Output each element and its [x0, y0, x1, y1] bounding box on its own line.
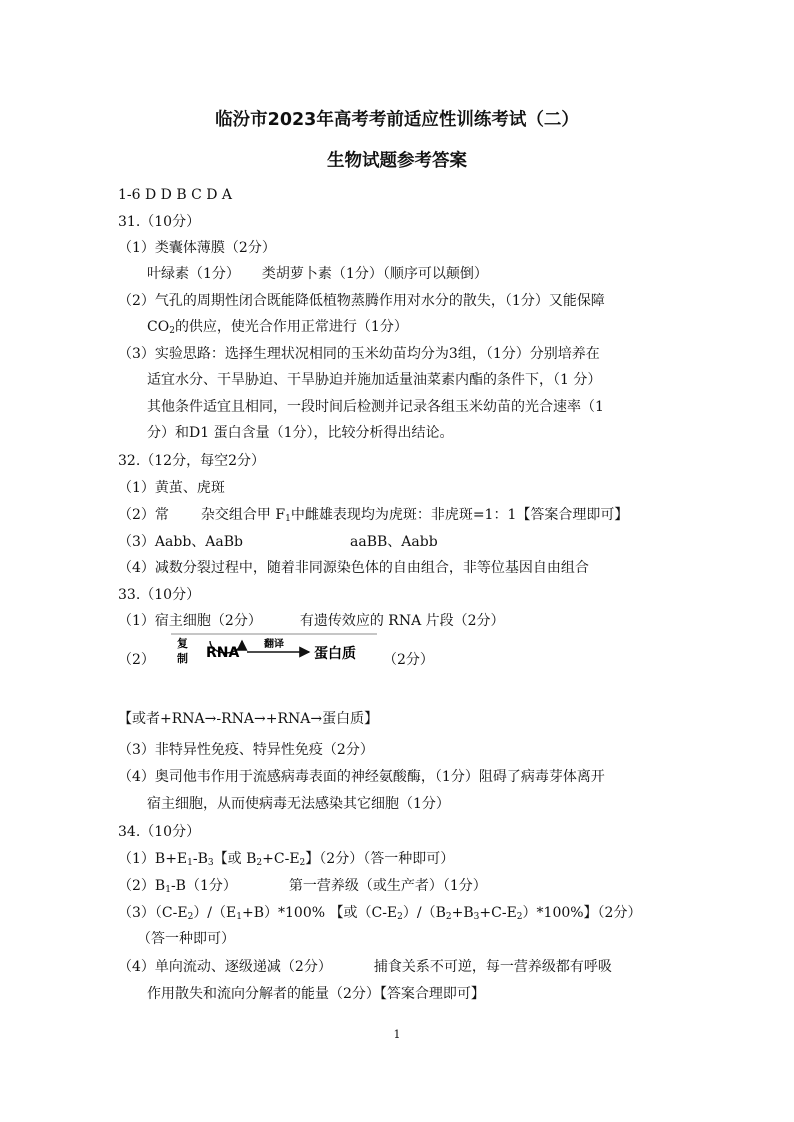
rna-label: RNA: [206, 645, 240, 661]
page-number: 1: [393, 1028, 401, 1041]
q34-p3-sub2: 1: [236, 912, 242, 922]
q33-part1-answer2: 有遗传效应的 RNA 片段（2分）: [299, 613, 505, 629]
q32-part2-answer: （2）常: [118, 507, 169, 523]
q33-part2-label: （2）: [118, 652, 155, 668]
q31-part1-chlorophyll: 叶绿素（1分）: [147, 266, 240, 282]
protein-label: 蛋白质: [314, 646, 356, 662]
q31-part3-line4: 分）和D1 蛋白含量（1分），比较分析得出结论。: [147, 425, 454, 441]
q31-part1: （1）类囊体薄膜（2分）: [118, 240, 276, 256]
q31-part2: （2）气孔的周期性闭合既能降低植物蒸腾作用对水分的散失，（1分）又能保障: [118, 293, 605, 309]
q34-p3-sub1: 2: [187, 912, 194, 922]
q34-p3-seg6: +C-E: [479, 905, 517, 921]
q33-part1-answer1: （1）宿主细胞（2分）: [118, 613, 262, 629]
q33-alternate-answer: 【或者+RNA→-RNA→+RNA→蛋白质】: [118, 711, 379, 727]
q31-part1-line2: [147, 264, 488, 284]
q31-part3-line2: 适宜水分、干旱胁迫、干旱胁迫并施加适量油菜素内酯的条件下，（1 分）: [147, 372, 602, 388]
copy-label-top: 复: [177, 637, 188, 650]
q34-p1-seg1: （1）B+E: [118, 851, 188, 867]
q34-p1-sub1: 1: [187, 858, 193, 868]
q33-heading: 33.（10分）: [118, 587, 201, 603]
q34-p3-sub6: 2: [516, 912, 523, 922]
q32-part3-answer2: aaBB、Aabb: [350, 534, 438, 550]
q34-p3-seg1: （3）（C-E: [118, 905, 188, 921]
q33-part2-score: （2分）: [383, 652, 434, 668]
q32-part4: （4）减数分裂过程中，随着非同源染色体的自由组合，非等位基因自由组合: [118, 560, 589, 576]
q34-p4-answer2: 捕食关系不可逆，每一营养级都有呼吸: [373, 959, 612, 975]
copy-label-bottom: 制: [177, 652, 188, 665]
q32-part2-reason: 杂交组合甲 F: [200, 507, 286, 523]
q33-part3: （3）非特异性免疫、特异性免疫（2分）: [118, 742, 374, 758]
q33-part1: [118, 611, 505, 631]
q31-heading: 31.（10分）: [118, 214, 201, 230]
co2-text: CO: [147, 319, 170, 335]
q34-heading: 34.（10分）: [118, 824, 201, 840]
q34-p1-sub3: 2: [256, 858, 263, 868]
q34-part2: [118, 876, 487, 896]
translate-label: 翻译: [264, 639, 284, 650]
page-subtitle: 生物试题参考答案: [327, 151, 467, 171]
q34-p3-sub3: 2: [397, 912, 403, 922]
q34-p1-sub2: 3: [207, 858, 214, 868]
q32-part3: [118, 532, 438, 552]
q34-p2-sub1: 1: [165, 885, 171, 895]
q34-p1-seg5: 】（2分）（答一种即可）: [305, 851, 455, 867]
q32-part2-reason-rest: 中雌雄表现均为虎斑：非虎斑=1：1【答案合理即可】: [290, 507, 629, 523]
q31-part1-carotenoid: 类胡萝卜素（1分）（顺序可以颠倒）: [261, 266, 488, 282]
q32-heading: 32.（12分，每空2分）: [118, 453, 265, 469]
q33-part4-line2: 宿主细胞，从而使病毒无法感染其它细胞（1分）: [147, 796, 450, 812]
q34-p3-seg2: ）/（E: [193, 905, 237, 921]
q34-p2-seg2: -B（1分）: [170, 878, 237, 894]
q34-p1-sub4: 2: [299, 858, 306, 868]
q34-p3-seg3: +B）*100% 【或（C-E: [241, 905, 398, 921]
q33-part4: （4）奥司他韦作用于流感病毒表面的神经氨酸酶，（1分）阻碍了病毒芽体离开: [118, 769, 605, 785]
q34-p1-seg4: +C-E: [262, 851, 300, 867]
q34-p3-seg5: +B: [451, 905, 474, 921]
rna-replication-diagram: [171, 632, 379, 670]
q31-part3: （3）实验思路：选择生理状况相同的玉米幼苗均分为3组，（1分）分别培养在: [118, 346, 600, 362]
q34-p2-seg1: （2）B: [118, 878, 166, 894]
q34-p1-seg2: -B: [192, 851, 208, 867]
q34-p4-answer1: （4）单向流动、逐级递减（2分）: [118, 959, 332, 975]
q34-p3-sub4: 2: [445, 912, 452, 922]
q34-part1: [118, 849, 454, 869]
q34-part4: [118, 957, 612, 977]
q32-part2: [118, 505, 628, 525]
q34-p3-seg7: ）*100%】（2分）: [522, 905, 642, 921]
q34-part3-note: （答一种即可）: [137, 931, 235, 947]
q31-part2-line2: [147, 317, 408, 337]
f1-subscript: 1: [285, 514, 291, 524]
q34-p3-sub5: 3: [473, 912, 480, 922]
q34-part3: [118, 903, 641, 923]
q34-p3-seg4: ）/（B: [402, 905, 446, 921]
q31-part2-rest: 的供应，使光合作用正常进行（1分）: [174, 319, 408, 335]
page-title: 临汾市2023年高考考前适应性训练考试（二）: [215, 110, 579, 130]
q31-part3-line3: 其他条件适宜且相同，一段时间后检测并记录各组玉米幼苗的光合速率（1: [147, 399, 604, 415]
q34-part4-line2: 作用散失和流向分解者的能量（2分）【答案合理即可】: [147, 986, 485, 1002]
choice-answers: 1-6 D D B C D A: [118, 187, 233, 203]
q34-p1-seg3: 【或 B: [213, 851, 257, 867]
q34-p2-answer2: 第一营养级（或生产者）（1分）: [288, 878, 487, 894]
q32-part3-answer1: （3）Aabb、AaBb: [118, 534, 243, 550]
q32-part1: （1）黄茧、虎斑: [118, 480, 225, 496]
co2-subscript: 2: [169, 326, 175, 336]
